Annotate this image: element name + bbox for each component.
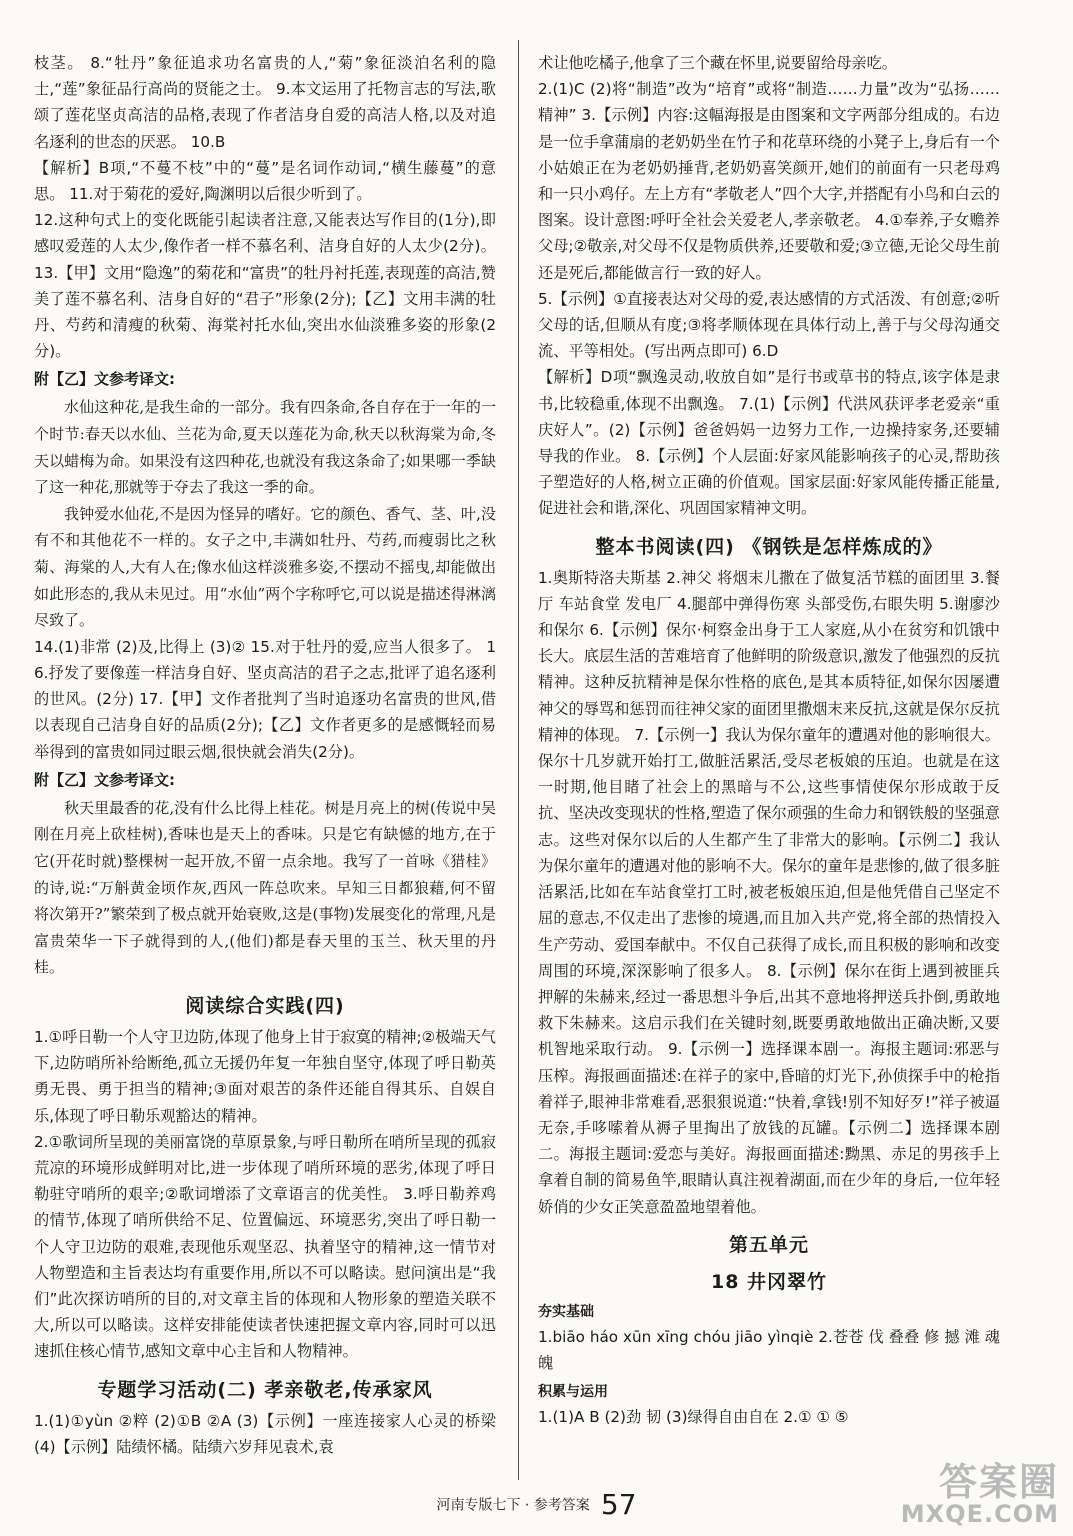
section-heading: 第五单元 bbox=[728, 1233, 809, 1256]
answer-paragraph: 术让他吃橘子,他拿了三个藏在怀里,说要留给母亲吃。 bbox=[538, 54, 897, 72]
answer-paragraph: 【解析】B项,“不蔓不枝”中的“蔓”是名词作动词,“横生藤蔓”的意思。 11.对于菊花的爱好,陶渊明以后很少听到了。 bbox=[34, 158, 496, 204]
watermark-logo-text: 答案圈 bbox=[938, 1460, 1059, 1504]
appendix-label: 附【乙】文参考译文: bbox=[34, 370, 175, 389]
left-column bbox=[34, 50, 496, 1460]
answer-paragraph: 1.(1)A B (2)劲 韧 (3)绿得自由自在 2.① ① ⑤ bbox=[538, 1408, 849, 1427]
subsection-label: 夯实基础 bbox=[538, 1303, 594, 1320]
right-column bbox=[538, 50, 1000, 1430]
column-divider bbox=[518, 40, 519, 1480]
answer-paragraph: 枝茎。 8.“牡丹”象征追求功名富贵的人,“菊”象征淡泊名利的隐士,“莲”象征品行高尚的贤能之士。 9.本文运用了托物言志的写法,歌颂了莲花坚贞高洁的品格,表现了作者洁身自爱的高洁人格,以及对追名逐利的世态的厌恶。 10.B bbox=[34, 54, 496, 151]
translation-paragraph: 秋天里最香的花,没有什么比得上桂花。树是月亮上的树(传说中吴刚在月亮上砍桂树),香味也是天上的香味。只是它有缺憾的地方,在于它(开花时就)整棵树一起开放,不留一点余地。我写了一首咏《猎桂》的诗,说:“万斛黄金顷作灰,西风一阵总吹来。早知三日都狼藉,何不留将次第开?”繁荣到了极点就开始衰败,这是(事物)发展变化的常理,凡是富贵荣华一下子就得到的人,(他们)都是春天里的玉兰、秋天里的丹桂。 bbox=[34, 798, 496, 977]
answer-paragraph: 14.(1)非常 (2)及,比得上 (3)② 15.对于牡丹的爱,应当人很多了。 16.抒发了要像莲一样洁身自好、坚贞高洁的君子之志,批评了追名逐利的世风。(2分) 17.【甲】文作者批判了当时追逐功名富贵的世风,借以表现自己洁身自好的品质(2分);【乙】文作者更多的是感慨轻而易举得到的富贵如同过眼云烟,很快就会消失(2分)。 bbox=[34, 637, 496, 761]
answer-paragraph: 2.(1)C (2)将“制造”改为“培育”或将“制造……力量”改为“弘扬……精神” 3.【示例】内容:这幅海报是由图案和文字两部分组成的。右边是一位手拿蒲扇的老奶奶坐在竹子和花草环绕的小凳子上,身后有一个小姑娘正在为老奶奶捶背,老奶奶喜笑颜开,她们的前面有一只老母鸡和一只小鸡仔。左上方有“孝敬老人”四个大字,并搭配有小鸟和白云的图案。设计意图:呼吁全社会关爱老人,孝亲敬老。 4.①奉养,子女赡养父母;②敬亲,对父母不仅是物质供养,还要敬和爱;③立德,无论父母生前还是死后,都能做言行一致的好人。 bbox=[538, 80, 1001, 282]
answer-paragraph: 2.①歌词所呈现的美丽富饶的草原景象,与呼日勒所在哨所呈现的孤寂荒凉的环境形成鲜明对比,进一步体现了哨所环境的恶劣,体现了呼日勒驻守哨所的艰辛;②歌词增添了文章语言的优美性。 3.呼日勒养鸡的情节,体现了哨所供给不足、位置偏远、环境恶劣,突出了呼日勒一个人守卫边防的艰难,表现他乐观坚忍、执着坚守的精神,这一情节对人物塑造和主旨表达均有重要作用,所以不可以略读。慰问演出是“我们”此次探访哨所的目的,对文章主旨的体现和人物形象的塑造关联不大,所以可以略读。这样安排能使读者快速把握文章内容,同时可以迅速抓住核心情节,感知文章中心主旨和人物精神。 bbox=[34, 1132, 496, 1361]
answer-paragraph: 1.(1)①yùn ②粹 (2)①B ②A (3)【示例】一座连接家人心灵的桥梁 (4)【示例】陆绩怀橘。陆绩六岁拜见袁术,袁 bbox=[34, 1411, 496, 1456]
footer-label: 河南专版七下 · 参考答案 bbox=[436, 1497, 590, 1514]
section-heading: 专题学习活动(二) 孝亲敬老,传承家风 bbox=[97, 1378, 433, 1401]
watermark-url: MXQE.COM bbox=[900, 1500, 1059, 1528]
answer-paragraph: 5.【示例】①直接表达对父母的爱,表达感情的方式活泼、有创意;②听父母的话,但顺从有度;③将孝顺体现在具体行动上,善于与父母沟通交流、平等相处。(写出两点即可) 6.D bbox=[538, 289, 1000, 361]
answer-paragraph: 1.biāo háo xūn xīng chóu jiāo yìnqiè 2.苍苍 伐 叠叠 修 撼 滩 魂 魄 bbox=[538, 1327, 1000, 1372]
subsection-label: 积累与运用 bbox=[538, 1384, 608, 1401]
section-heading: 阅读综合实践(四) bbox=[185, 994, 345, 1017]
translation-paragraph: 水仙这种花,是我生命的一部分。我有四条命,各自存在于一年的一个时节:春天以水仙、兰花为命,夏天以莲花为命,秋天以秋海棠为命,冬天以蜡梅为命。如果没有这四种花,也就没有我这条命了;如果哪一季缺了这一种花,那就等于夺去了我这一季的命。 bbox=[34, 398, 496, 497]
answer-paragraph: 1.①呼日勒一个人守卫边防,体现了他身上甘于寂寞的精神;②极端天气下,边防哨所补给断绝,孤立无援仍年复一年独自坚守,体现了呼日勒英勇无畏、勇于担当的精神;③面对艰苦的条件还能自得其乐、自娱自乐,体现了呼日勒乐观豁达的精神。 bbox=[34, 1027, 496, 1125]
page-number: 57 bbox=[600, 1488, 637, 1521]
answer-paragraph: 12.这种句式上的变化既能引起读者注意,又能表达写作目的(1分),即感叹爱莲的人太少,像作者一样不慕名利、洁身自好的人太少(2分)。 13.【甲】文用“隐逸”的菊花和“富贵”的牡丹衬托莲,表现莲的高洁,赞美了莲不慕名利、洁身自好的“君子”形象(2分);【乙】文用丰满的牡丹、芍药和清瘦的秋菊、海棠衬托水仙,突出水仙淡雅多姿的形象(2分)。 bbox=[34, 211, 496, 361]
answer-paragraph: 1.奥斯特洛夫斯基 2.神父 将烟末儿撒在了做复活节糕的面团里 3.餐厅 车站食堂 发电厂 4.腿部中弹得伤寒 头部受伤,右眼失明 5.谢廖沙和保尔 6.【示例】保尔·柯察金出身于工人家庭,从小在贫穷和饥饿中长大。底层生活的苦难培育了他鲜明的阶级意识,激发了他强烈的反抗精神。这种反抗精神是保尔性格的底色,是其本质特征,如保尔因屡遭神父的辱骂和惩罚而往神父家的面团里撒烟末来反抗,这就是保尔反抗精神的体现。 7.【示例一】我认为保尔童年的遭遇对他的影响很大。保尔十几岁就开始打工,做脏活累活,受尽老板娘的压迫。也就是在这一时期,他目睹了社会上的黑暗与不公,这些事情使保尔形成敢于反抗、坚决改变现状的性格,塑造了保尔顽强的生命力和钢铁般的坚强意志。这些对保尔以后的人生都产生了非常大的影响。【示例二】我认为保尔童年的遭遇对他的影响不大。保尔的童年是悲惨的,做了很多脏活累活,比如在车站食堂打工时,被老板娘压迫,但是他凭借自己坚定不屈的意志,不仅走出了悲惨的境遇,而且加入共产党,将全部的热情投入生产劳动、爱国奉献中。不仅自己获得了成长,而且积极的影响和改变周围的环境,深深影响了很多人。 8.【示例】保尔在街上遇到被匪兵押解的朱赫来,经过一番思想斗争后,出其不意地将押送兵扑倒,勇敢地救下朱赫来。这启示我们在关键时刻,既要勇敢地做出正确决断,又要机智地采取行动。 9.【示例一】选择课本剧一。海报主题词:邪恶与压榨。海报画面描述:在祥子的家中,昏暗的灯光下,孙侦探手中的枪指着祥子,眼神非常难看,恶狠狠说道:“快着,拿钱!别不知好歹!”祥子被逼无奈,手哆嗦着从褥子里掏出了放钱的瓦罐。【示例二】选择课本剧二。海报主题词:爱恋与美好。海报画面描述:黝黑、赤足的男孩手上拿着自制的简易鱼竿,眼睛认真注视着湖面,而在少年的身后,一位年轻娇俏的少女正笑意盈盈地望着他。 bbox=[538, 568, 1000, 1216]
answer-paragraph: 【解析】D项“飘逸灵动,收放自如”是行书或草书的特点,该字体是隶书,比较稳重,体现不出飘逸。 7.(1)【示例】代洪风获评孝老爱亲“重庆好人”。(2)【示例】爸爸妈妈一边努力工作,一边操持家务,还要辅导我的作业。 8.【示例】个人层面:好家风能影响孩子的心灵,帮助孩子塑造好的人格,树立正确的价值观。国家层面:好家风能传播正能量,促进社会和谐,深化、巩固国家精神文明。 bbox=[538, 368, 1000, 518]
appendix-label: 附【乙】文参考译文: bbox=[34, 770, 175, 789]
section-heading: 整本书阅读(四) 《钢铁是怎样炼成的》 bbox=[595, 535, 943, 558]
translation-paragraph: 我钟爱水仙花,不是因为怪异的嗜好。它的颜色、香气、茎、叶,没有不和其他花不一样的。女子之中,丰满如牡丹、芍药,而瘦弱比之秋菊、海棠的人,大有人在;像水仙这样淡雅多姿,不摆动不摇曳,却能做出如此形态的,我从未见过。用“水仙”两个字称呼它,可以说是描述得淋漓尽致了。 bbox=[34, 504, 496, 630]
watermark bbox=[901, 1462, 1059, 1526]
section-heading: 18 井冈翠竹 bbox=[710, 1270, 828, 1293]
